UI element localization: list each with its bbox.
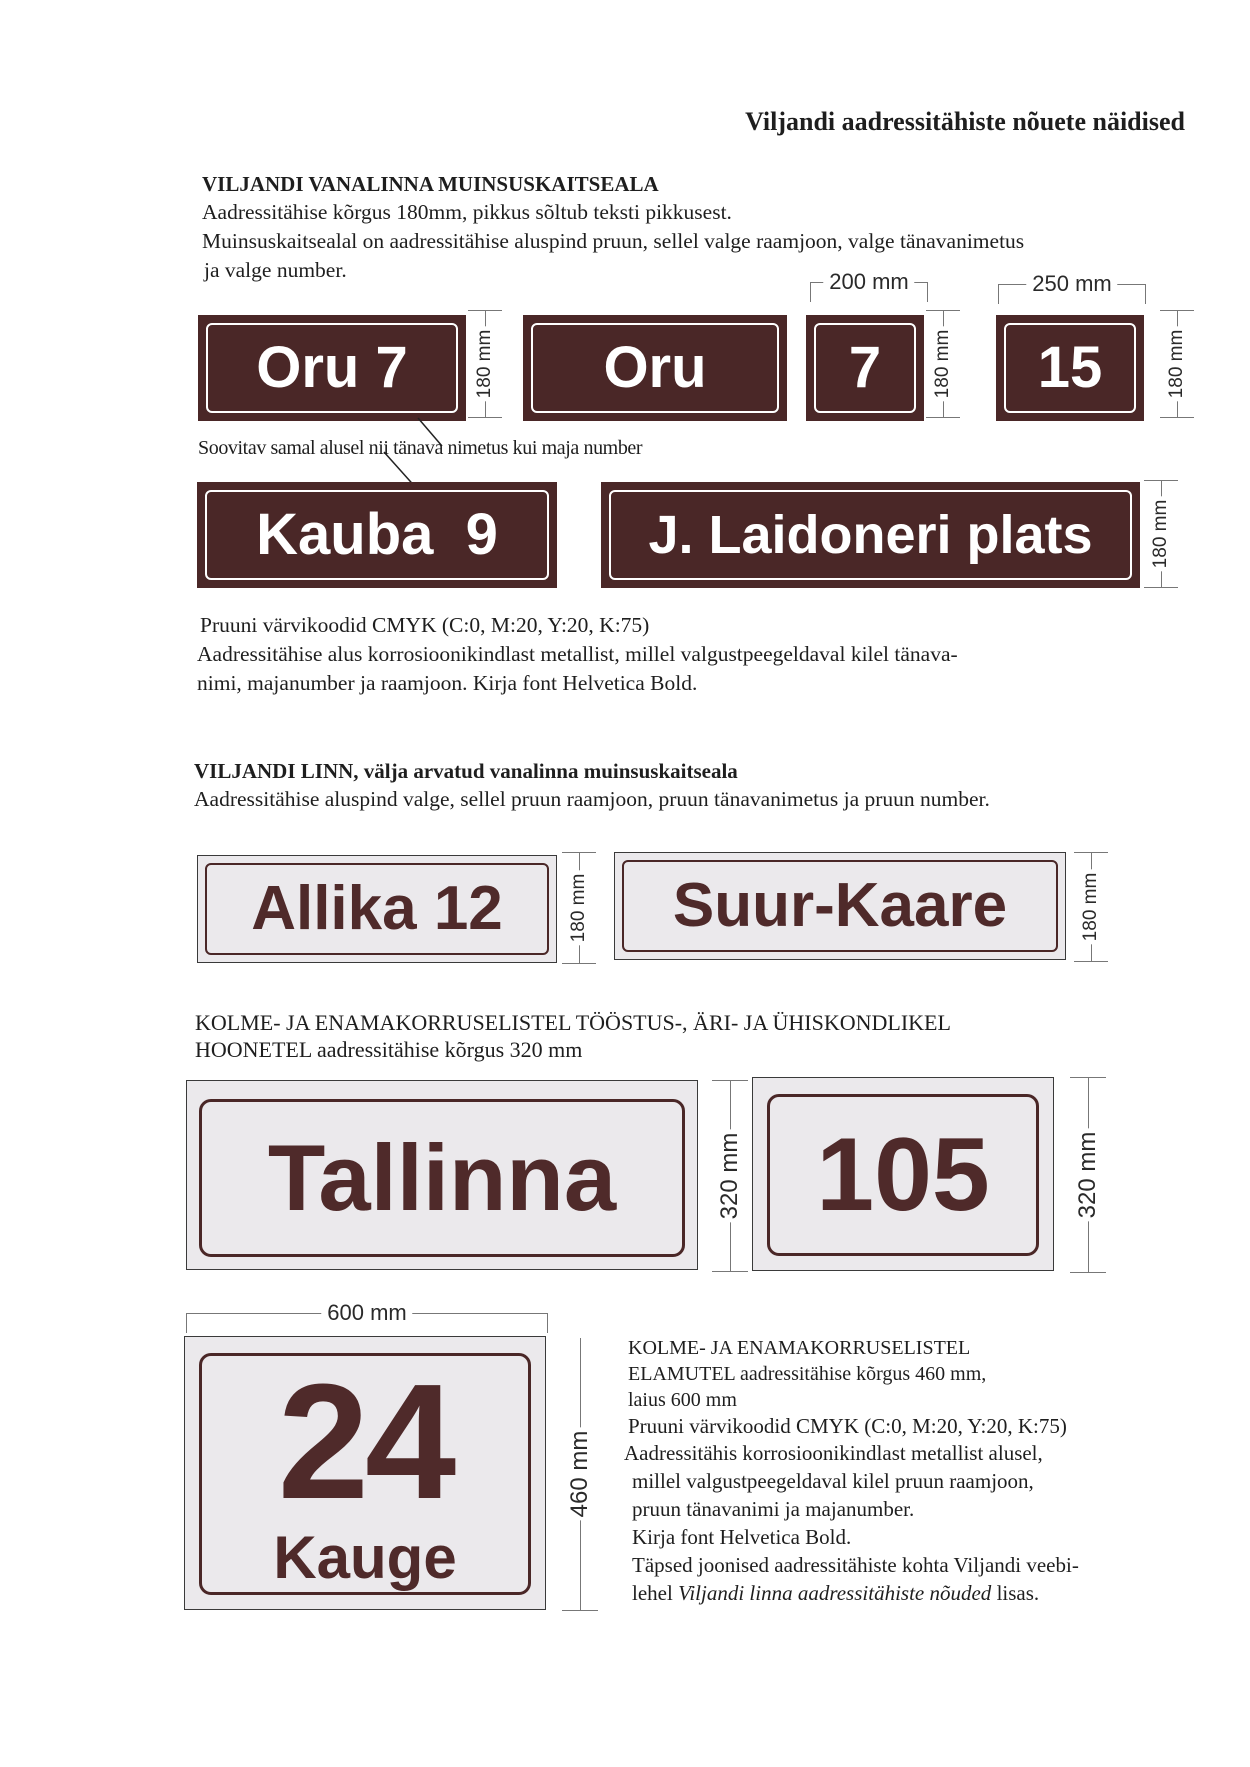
dimension-460mm bbox=[562, 1338, 598, 1611]
sign-kauba-9 bbox=[197, 482, 557, 588]
sign-text: 105 bbox=[816, 1117, 990, 1233]
residential-line-1: KOLME- JA ENAMAKORRUSELISTEL bbox=[628, 1337, 971, 1359]
city-line-1: Aadressitähise aluspind valge, sellel pruun raamjoon, pruun tänavanimetus ja pruun number. bbox=[194, 787, 990, 811]
old-town-line-1: Aadressitähise kõrgus 180mm, pikkus sõltub teksti pikkusest. bbox=[202, 200, 732, 224]
dimension-label-320: 320 mm bbox=[1074, 1129, 1102, 1222]
sign-text: 15 bbox=[1037, 335, 1103, 400]
dimension-label-180: 180 mm bbox=[1080, 870, 1102, 945]
residential-line-9: Täpsed joonised aadressitähiste kohta Viljandi veebi- bbox=[632, 1553, 1079, 1577]
residential-line-2: ELAMUTEL aadressitähise kõrgus 460 mm, bbox=[628, 1363, 987, 1385]
sign-tallinna bbox=[186, 1080, 698, 1270]
dimension-label-200: 200 mm bbox=[823, 269, 914, 295]
old-town-line-3: ja valge number. bbox=[204, 258, 347, 282]
sign-text: Suur-Kaare bbox=[672, 871, 1008, 940]
dimension-180mm bbox=[562, 852, 596, 964]
dimension-label-600: 600 mm bbox=[321, 1300, 412, 1326]
document-title: Viljandi aadressitähiste nõuete näidised bbox=[745, 107, 1185, 136]
sign-suur-kaare bbox=[614, 852, 1066, 960]
dimension-label-320: 320 mm bbox=[716, 1130, 744, 1223]
dimension-label-180: 180 mm bbox=[1150, 497, 1172, 572]
section-old-town-heading: VILJANDI VANALINNA MUINSUSKAITSEALA bbox=[202, 172, 659, 196]
dimension-180mm bbox=[1144, 480, 1178, 588]
industrial-line-2: HOONETEL aadressitähise kõrgus 320 mm bbox=[195, 1037, 583, 1062]
dimension-label-250: 250 mm bbox=[1026, 271, 1117, 297]
same-base-note: Soovitav samal alusel nii tänava nimetus kui maja number bbox=[198, 437, 643, 459]
sign-text: Oru 7 bbox=[256, 335, 408, 400]
regulation-link-text: Viljandi linna aadressitähiste nõuded bbox=[678, 1581, 992, 1605]
sign-text: J. Laidoneri plats bbox=[648, 505, 1093, 565]
residential-last-suffix: lisas. bbox=[991, 1581, 1040, 1605]
dimension-label-180: 180 mm bbox=[474, 327, 496, 402]
dimension-320mm bbox=[1070, 1077, 1106, 1273]
old-town-line-2: Muinsuskaitsealal on aadressitähise aluspind pruun, sellel valge raamjoon, valge tänavanimetus bbox=[202, 229, 1025, 253]
sign-24-kauge bbox=[184, 1336, 546, 1610]
sign-text: Tallinna bbox=[267, 1125, 617, 1230]
material-line-2: nimi, majanumber ja raamjoon. Kirja font Helvetica Bold. bbox=[197, 671, 698, 695]
dimension-label-180: 180 mm bbox=[1166, 327, 1188, 402]
sign-text: Kauba 9 bbox=[256, 502, 498, 567]
dimension-320mm bbox=[712, 1080, 748, 1272]
dimension-label-460: 460 mm bbox=[566, 1428, 594, 1521]
residential-line-4: Pruuni värvikoodid CMYK (C:0, M:20, Y:20, K:75) bbox=[628, 1414, 1067, 1438]
sign-number: 24 bbox=[277, 1350, 453, 1533]
residential-line-3: laius 600 mm bbox=[628, 1389, 737, 1411]
color-code-line: Pruuni värvikoodid CMYK (C:0, M:20, Y:20, K:75) bbox=[200, 613, 650, 637]
industrial-line-1: KOLME- JA ENAMAKORRUSELISTEL TÖÖSTUS-, ÄRI- JA ÜHISKONDLIKEL bbox=[195, 1010, 951, 1035]
residential-line-10 bbox=[632, 1581, 1039, 1606]
residential-line-6: millel valgustpeegeldaval kilel pruun raamjoon, bbox=[632, 1469, 1034, 1493]
residential-last-prefix: lehel bbox=[632, 1581, 679, 1605]
residential-line-7: pruun tänavanimi ja majanumber. bbox=[632, 1497, 915, 1521]
sign-105 bbox=[752, 1077, 1054, 1271]
sign-text: 7 bbox=[848, 335, 882, 400]
dimension-180mm bbox=[1074, 852, 1108, 962]
sign-laidoneri-plats bbox=[601, 482, 1140, 588]
dimension-label-180: 180 mm bbox=[568, 871, 590, 946]
dimension-label-180: 180 mm bbox=[932, 327, 954, 402]
material-line-1: Aadressitähise alus korrosioonikindlast metallist, millel valgustpeegeldaval kilel tänava- bbox=[197, 642, 958, 666]
sign-street: Kauge bbox=[273, 1524, 457, 1591]
sign-text: Oru bbox=[603, 335, 707, 400]
sign-text: Allika 12 bbox=[251, 874, 503, 943]
sign-allika-12 bbox=[197, 855, 557, 963]
residential-line-8: Kirja font Helvetica Bold. bbox=[632, 1525, 852, 1549]
section-city-heading: VILJANDI LINN, välja arvatud vanalinna muinsuskaitseala bbox=[194, 759, 738, 783]
dimension-600mm bbox=[186, 1300, 548, 1333]
residential-line-5: Aadressitähis korrosioonikindlast metallist alusel, bbox=[624, 1441, 1043, 1465]
